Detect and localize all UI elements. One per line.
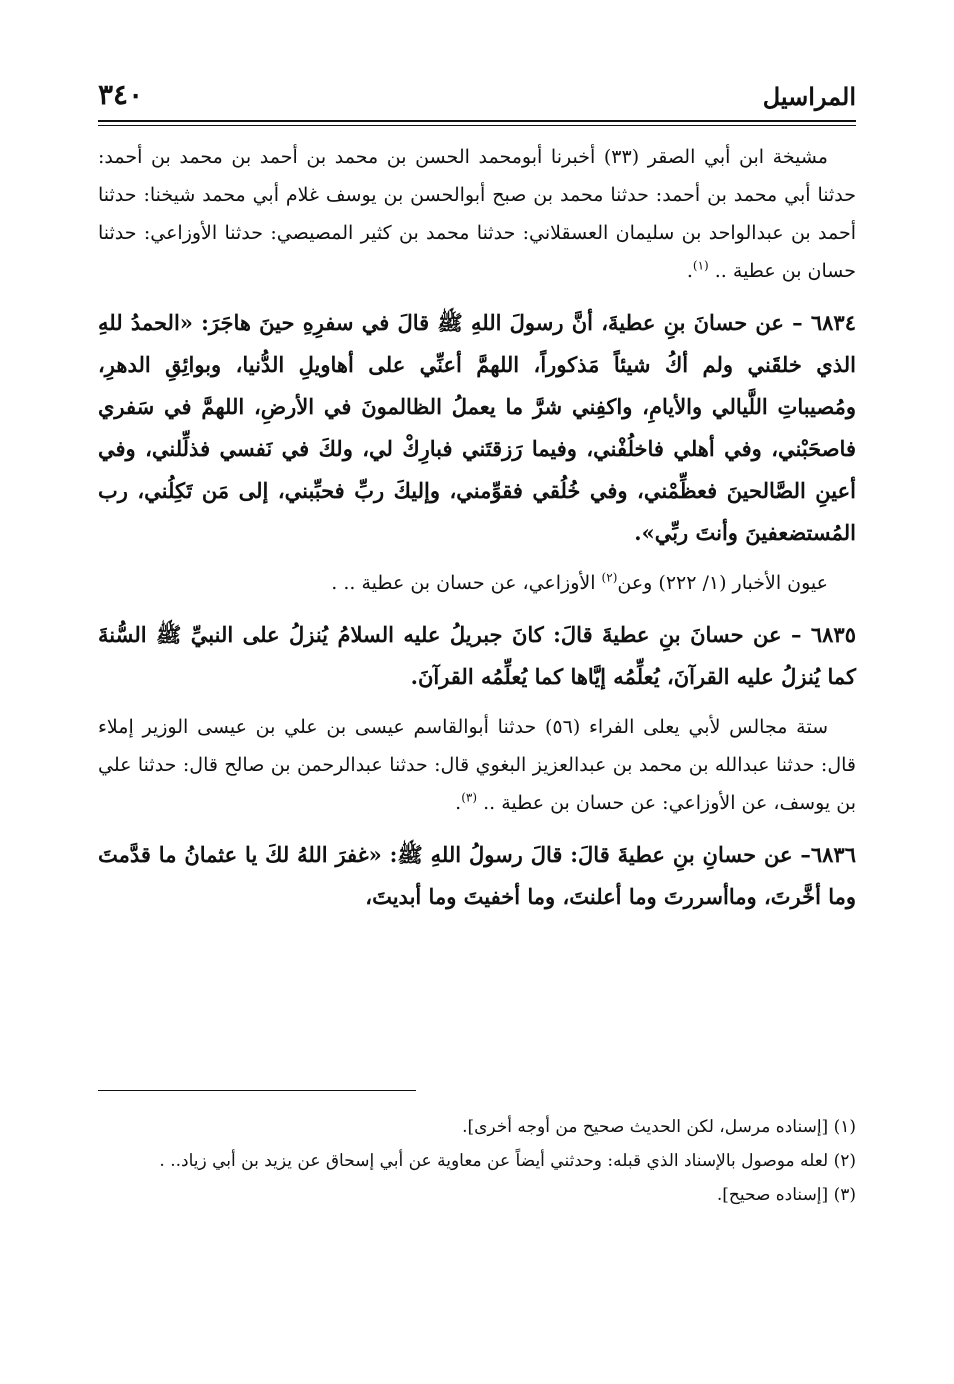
source-citation: عيون الأخبار (١/ ٢٢٢) وعن$^{(٢)}$ الأوزاعي، عن حسان بن عطية .. . [331, 570, 828, 594]
footnote-ref[interactable]: (٣) [461, 790, 478, 805]
hadith-text: ٦٨٣٤ – عن حسانَ بنِ عطيةَ، أنَّ رسولَ اللهِ ﷺ قالَ في سفرِهِ حينَ هاجَرَ: «الحمدُ للهِ الذي خلقَني ولم أكُ شيئاً مَذكوراً، اللهمَّ أعنِّي على أهاويلِ الدُّنيا، وبوائِقِ الدهرِ، ومُصيباتِ اللَّيالي والأيامِ، واكفِني شرَّ ما يعملُ الظالمونَ في الأرضِ، اللهمَّ في سَفري فاصحَبْني، وفي أهلي فاخلُفْني، وفيما رَزقتَني فبارِكْ لي، ولكَ في نَفسي فذلِّلني، وفي أعينِ الصَّالحينَ فعظِّمْني، وفي خُلُقي فقوِّمني، وإليكَ ربِّ فحبِّبني، إلى مَن تَكِلُني، رب المُستضعفينَ وأنتَ ربِّي». [98, 310, 856, 545]
footnote: (٢) لعله موصول بالإسناد الذي قبله: وحدثني أيضاً عن معاوية عن أبي إسحاق عن يزيد بن أبي زياد.. . [159, 1151, 856, 1171]
footnote: (٣) [إسناده صحيح]. [716, 1185, 856, 1205]
source-citation: مشيخة ابن أبي الصقر (٣٣) أخبرنا أبومحمد الحسن بن محمد بن أحمد بن محمد بن أحمد: حدثنا أبي محمد بن أحمد: حدثنا محمد بن صبح أبوالحسن بن يوسف غلام أبي محمد شيخنا: حدثنا أحمد بن عبدالواحد بن سليمان العسقلاني: حدثنا محمد بن كثير المصيصي: حدثنا الأوزاعي: حدثنا حسان بن عطية .. $^{(١)}$. [98, 146, 856, 282]
hadith-text: ٦٨٣٦– عن حسانِ بنِ عطيةَ قالَ: قالَ رسولُ اللهِ ﷺ: «غفرَ اللهُ لكَ يا عثمانُ ما قدَّمتَ وما أخَّرتَ، وماأسررتَ وما أعلنتَ، وما أخفيتَ وما أبديتَ، [98, 842, 856, 909]
footnote-ref[interactable]: (٢) [601, 570, 618, 585]
page-body [98, 138, 856, 928]
footnote-separator [98, 1090, 416, 1091]
footnote: (١) [إسناده مرسل، لكن الحديث صحيح من أوجه أخرى]. [462, 1117, 856, 1137]
header-rule-thin [98, 125, 856, 126]
hadith-text: ٦٨٣٥ – عن حسانَ بنِ عطيةَ قالَ: كانَ جبريلُ عليه السلامُ يُنزلُ على النبيِّ ﷺ السُّنةَ كما يُنزلُ عليه القرآنَ، يُعلِّمُه إيَّاها كما يُعلِّمُه القرآنَ. [98, 622, 856, 689]
book-title: المراسيل [762, 82, 856, 111]
header-rule-thick [98, 120, 856, 122]
hadith-number: ٦٨٣٤ [810, 310, 856, 335]
footnote-mark: (٢) [833, 1151, 856, 1171]
page-number: ٣٤٠ [98, 78, 144, 111]
source-citation: ستة مجالس لأبي يعلى الفراء (٥٦) حدثنا أبوالقاسم عيسى بن علي بن عيسى الوزير إملاء قال: حدثنا عبدالله بن محمد بن عبدالعزيز البغوي قال: حدثنا عبدالرحمن بن صالح قال: حدثنا علي بن يوسف، عن الأوزاعي: عن حسان بن عطية .. $^{(٣)}$. [98, 716, 856, 814]
hadith-number: ٦٨٣٦ [810, 842, 856, 867]
page-header [98, 78, 856, 118]
footnote-mark: (١) [833, 1117, 856, 1137]
hadith-number: ٦٨٣٥ [810, 622, 856, 647]
footnote-ref[interactable]: (١) [692, 258, 709, 273]
footnotes [98, 1110, 856, 1212]
footnote-mark: (٣) [833, 1185, 856, 1205]
